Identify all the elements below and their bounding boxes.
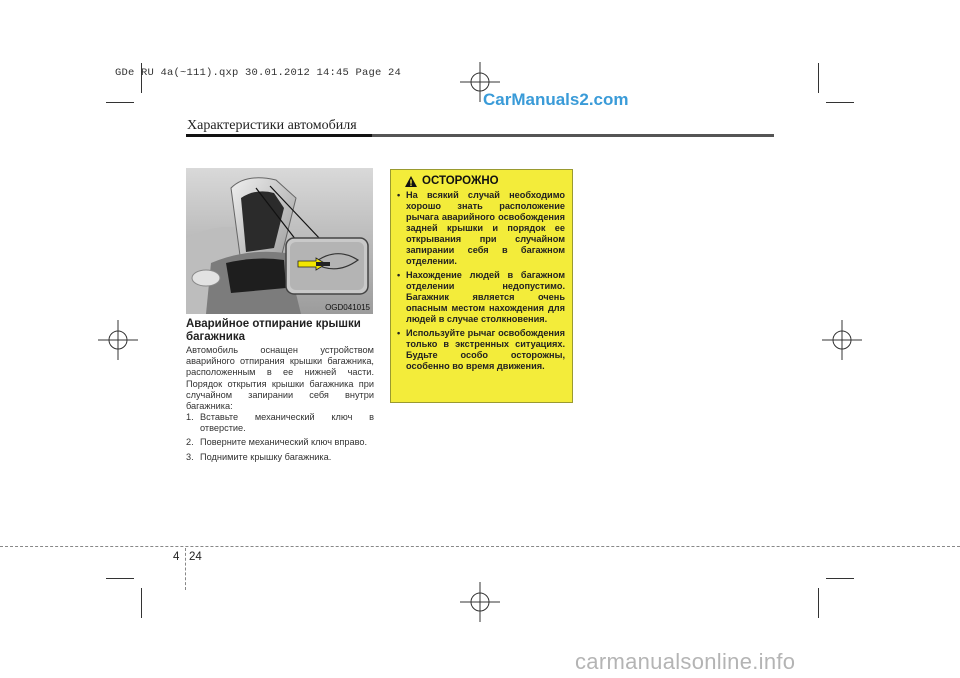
trunk-illustration [186, 168, 373, 314]
registration-mark-icon [822, 320, 862, 360]
list-item [186, 452, 374, 463]
watermark-bottom: carmanualsonline.info [575, 649, 796, 674]
footer-rule [0, 546, 960, 547]
photo-code: OGD041015 [325, 303, 370, 312]
trunk-photo [186, 168, 373, 314]
crop-mark [826, 102, 854, 103]
registration-mark-icon [460, 582, 500, 622]
crop-mark [818, 588, 819, 618]
warning-triangle-icon [405, 176, 417, 187]
list-item [186, 412, 374, 434]
warning-text: На всякий случай необходимо хорошо знать расположение рычага аварийного освобождения задней крышки и порядок ее открывания при случайном запирании себя в багажном отделении. [406, 190, 565, 266]
page-section: 4 [173, 551, 180, 563]
section-title: Характеристики автомобиля [187, 118, 357, 133]
page-number: 24 [189, 551, 202, 563]
list-item [397, 328, 565, 372]
registration-mark-icon [98, 320, 138, 360]
warning-text: Нахождение людей в багажном отделении недопустимо. Багажник является очень опасным местом нахождения для людей в случае столкновения. [406, 270, 565, 324]
crop-mark [818, 63, 819, 93]
warning-header [405, 175, 565, 187]
body-paragraph: Автомобиль оснащен устройством аварийного отпирания крышки багажника, расположенным в ее нижней части. Порядок открытия крышки багажника при случайном запирании себя внутри багажника: [186, 345, 374, 412]
watermark-top: CarManuals2.com [483, 90, 629, 109]
warning-text: Используйте рычаг освобождения только в экстренных ситуациях. Будьте особо осторожны, особенно во время движения. [406, 328, 565, 371]
crop-mark [141, 588, 142, 618]
bullet: • [397, 328, 401, 338]
bullet: • [397, 190, 401, 200]
bullet: • [397, 270, 401, 280]
warning-box [390, 169, 573, 403]
file-header: GDe RU 4a(~111).qxp 30.01.2012 14:45 Page 24 [115, 67, 402, 79]
step-text: Поверните механический ключ вправо. [200, 437, 368, 448]
step-text: Поднимите крышку багажника. [200, 451, 332, 462]
steps-list [186, 412, 374, 466]
crop-mark [826, 578, 854, 579]
step-number: 2. [186, 437, 194, 448]
list-item [397, 270, 565, 325]
title-rule-accent [186, 134, 372, 137]
step-number: 1. [186, 412, 194, 422]
crop-mark [106, 578, 134, 579]
section-heading: Аварийное отпирание крышки багажника [186, 318, 361, 343]
list-item [186, 437, 374, 448]
page-divider [185, 548, 186, 590]
step-text: Вставьте механический ключ в отверстие. [200, 412, 374, 434]
warning-title: ОСТОРОЖНО [422, 175, 499, 187]
crop-mark [106, 102, 134, 103]
list-item [397, 190, 565, 267]
step-number: 3. [186, 451, 194, 462]
